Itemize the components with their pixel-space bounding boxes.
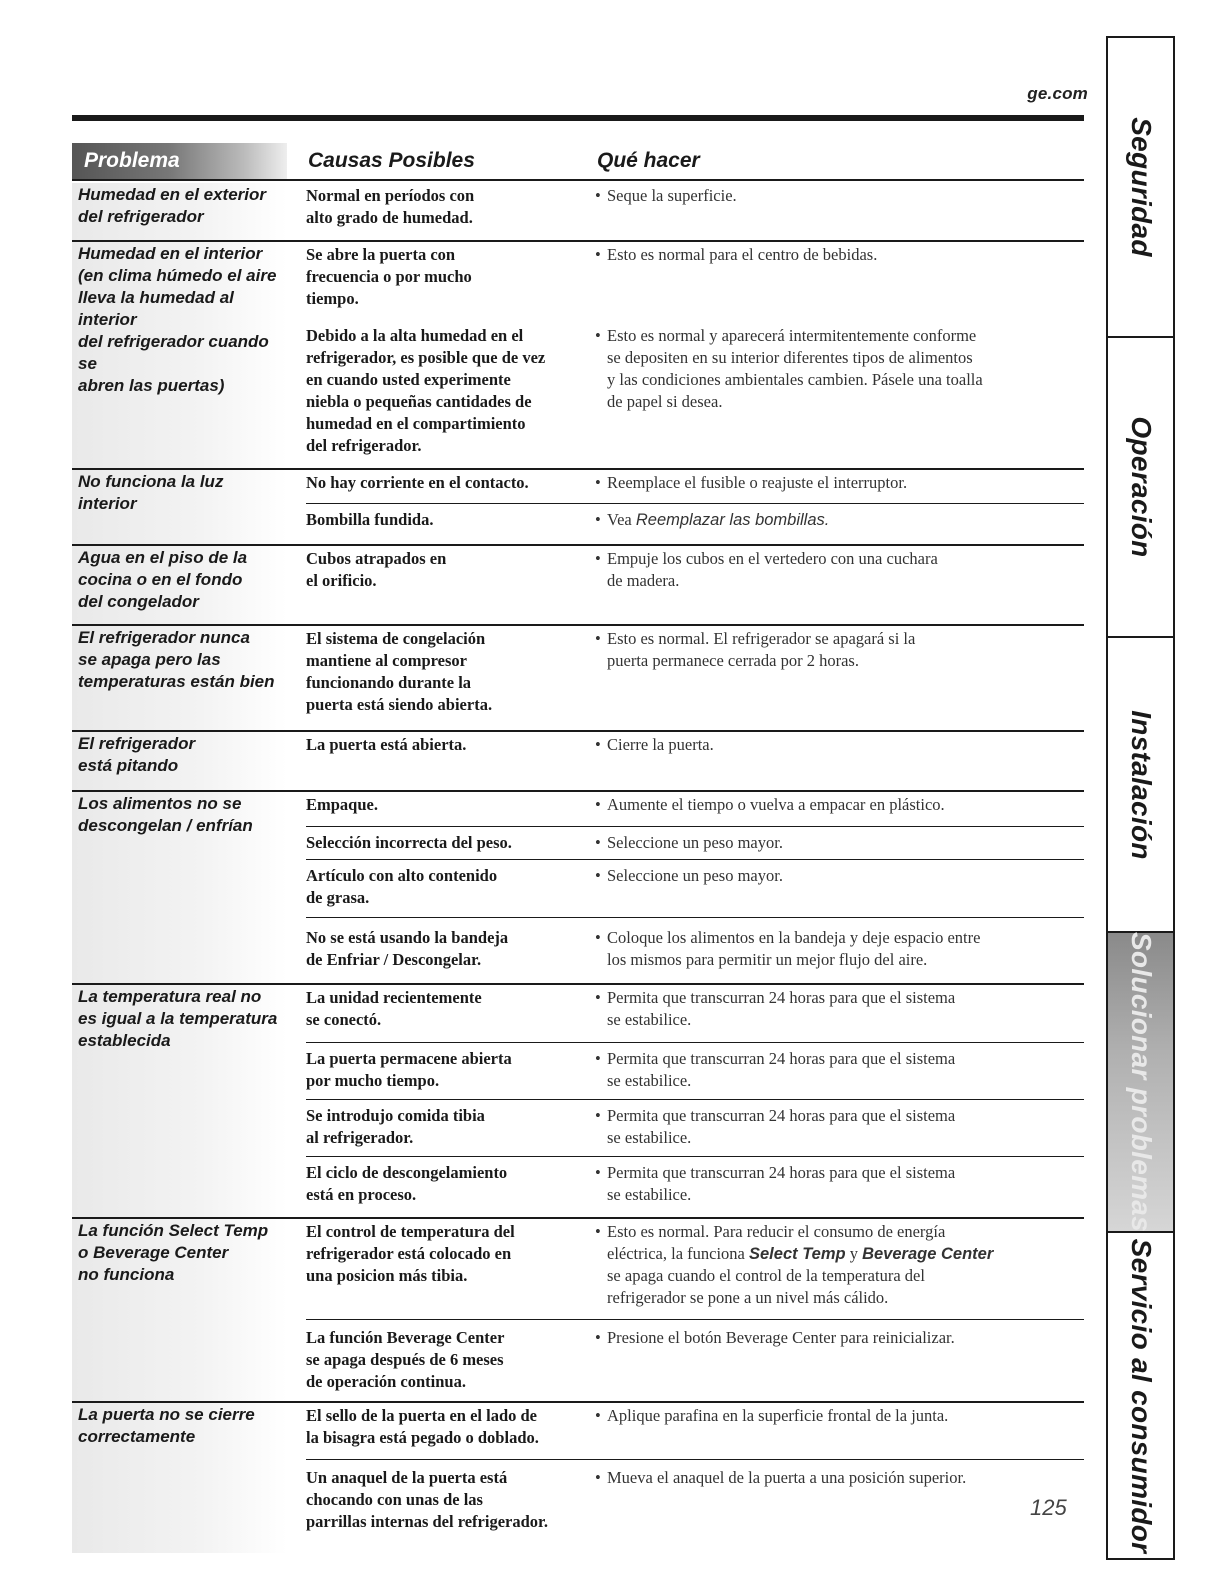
problem-cell — [72, 1403, 287, 1553]
tab-operacion[interactable] — [1108, 338, 1173, 638]
problem-cell — [72, 546, 287, 624]
tab-seguridad[interactable] — [1108, 38, 1173, 338]
bulb-replacement-reference: Reemplazar las bombillas. — [635, 511, 830, 529]
cause-row — [306, 1042, 1084, 1100]
cause-text: Artículo con alto contenido de grasa. — [306, 866, 498, 907]
fix-text: • Esto es normal y aparecerá intermitentemente conforme se depositen en su interior diferentes tipos de alimentos y las condiciones ambientales cambien. Pásele una toalla de papel si desea. — [595, 326, 983, 411]
problem-cell — [72, 626, 287, 730]
cause-row — [306, 1403, 1084, 1458]
fix-text: • Permita que transcurran 24 horas para que el sistema se estabilice. — [595, 1049, 956, 1090]
fix-body: Aplique parafina en la superficie frontal de la junta. — [607, 1406, 949, 1425]
cause-row — [306, 626, 1084, 730]
problem-text: Humedad en el exterior del refrigerador — [78, 185, 267, 226]
table-row — [72, 546, 1084, 626]
cause-text: Normal en períodos con alto grado de humedad. — [306, 186, 475, 227]
fix-text: • Reemplace el fusible o reajuste el interruptor. — [595, 473, 908, 492]
fix-text: • Cierre la puerta. — [595, 735, 714, 754]
fix-text: • Permita que transcurran 24 horas para que el sistema se estabilice. — [595, 1163, 956, 1204]
tab-label: Instalación — [1125, 709, 1157, 860]
problem-text: Los alimentos no se descongelan / enfrían — [78, 794, 253, 835]
problem-header-cell — [72, 143, 287, 179]
cause-text: El ciclo de descongelamiento está en proceso. — [306, 1163, 508, 1204]
fix-part: y — [845, 1244, 863, 1263]
problem-header: Problema — [84, 149, 180, 172]
problem-cell — [72, 470, 287, 544]
cause-row — [306, 546, 1084, 624]
fix-text: • Seleccione un peso mayor. — [595, 833, 783, 852]
cause-row — [306, 859, 1084, 918]
cause-text: Se abre la puerta con frecuencia o por mucho tiempo. — [306, 245, 472, 308]
cause-text: La unidad recientemente se conectó. — [306, 988, 482, 1029]
table-row — [72, 732, 1084, 792]
problem-text: Humedad en el interior (en clima húmedo el aire lleva la humedad al interior del refrigerador cuando se abren las puertas) — [78, 244, 277, 395]
cause-text: El sello de la puerta en el lado de la bisagra está pegado o doblado. — [306, 1406, 539, 1447]
table-row — [72, 792, 1084, 985]
cause-text: Un anaquel de la puerta está chocando con unas de las parrillas internas del refrigerador. — [306, 1468, 548, 1531]
tab-solucionar-problemas[interactable] — [1108, 933, 1173, 1233]
fix-body: Coloque los alimentos en la bandeja y deje espacio entre los mismos para permitir un mejor flujo del aire. — [607, 928, 981, 969]
fix-body: Permita que transcurran 24 horas para que el sistema se estabilice. — [607, 1049, 956, 1090]
fix-body: Seque la superficie. — [607, 186, 737, 205]
problem-text: El refrigerador está pitando — [78, 734, 196, 775]
section-tabs — [1106, 36, 1175, 1560]
problem-text: La función Select Temp o Beverage Center no funciona — [78, 1221, 269, 1284]
fix-body: Esto es normal. El refrigerador se apagará si la puerta permanece cerrada por 2 horas. — [607, 629, 916, 670]
cause-text: Empaque. — [306, 795, 378, 814]
fix-text: • Aplique parafina en la superficie frontal de la junta. — [595, 1406, 949, 1425]
top-rule — [72, 115, 1084, 121]
fix-text: • Esto es normal para el centro de bebidas. — [595, 245, 878, 264]
fix-text: • Permita que transcurran 24 horas para que el sistema se estabilice. — [595, 988, 956, 1029]
beverage-center-label: Beverage Center — [862, 1245, 994, 1263]
cause-row — [306, 732, 1084, 790]
cause-row — [306, 242, 1084, 321]
fix-text: • Empuje los cubos en el vertedero con una cuchara de madera. — [595, 549, 938, 590]
tab-label: Operación — [1125, 416, 1157, 558]
fix-text: • Permita que transcurran 24 horas para que el sistema se estabilice. — [595, 1106, 956, 1147]
tab-label: Solucionar problemas — [1125, 931, 1157, 1233]
table-row — [72, 626, 1084, 732]
select-temp-label: Select Temp — [749, 1245, 846, 1263]
cause-text: La puerta está abierta. — [306, 735, 467, 754]
problem-cell — [72, 1219, 287, 1401]
fix-text: • Esto es normal. Para reducir el consumo de energía eléctrica, la funciona Select Temp y Beverage Center se apaga cuando el control de la temperatura del refrigerador se pone a un nivel más cálido. — [595, 1222, 994, 1307]
cause-row — [306, 183, 1084, 240]
problem-text: La temperatura real no es igual a la temperatura establecida — [78, 987, 278, 1050]
table-row — [72, 183, 1084, 242]
problem-text: La puerta no se cierre correctamente — [78, 1405, 255, 1446]
cause-row — [306, 1099, 1084, 1157]
cause-row — [306, 503, 1084, 545]
cause-text: La función Beverage Center se apaga después de 6 meses de operación continua. — [306, 1328, 505, 1391]
tab-servicio-al-consumidor[interactable] — [1108, 1233, 1173, 1558]
problem-cell — [72, 985, 287, 1217]
fix-text: • Presione el botón Beverage Center para reinicializar. — [595, 1328, 955, 1347]
fix-body: Mueva el anaquel de la puerta a una posición superior. — [607, 1468, 967, 1487]
fix-text: • Seque la superficie. — [595, 186, 737, 205]
table-row — [72, 1403, 1084, 1553]
fix-part: Esto es normal. Para reducir el consumo de energía eléctrica, la funciona — [607, 1222, 946, 1263]
site-url: ge.com — [1027, 84, 1088, 103]
what-to-do-header: Qué hacer — [597, 149, 700, 172]
cause-row — [306, 323, 1084, 468]
problem-cell — [72, 792, 287, 983]
fix-body: Empuje los cubos en el vertedero con una cuchara de madera. — [607, 549, 938, 590]
tab-instalacion[interactable] — [1108, 638, 1173, 933]
problem-text: No funciona la luz interior — [78, 472, 224, 513]
fix-prefix: Vea — [607, 510, 636, 529]
cause-text: Se introdujo comida tibia al refrigerador. — [306, 1106, 485, 1147]
fix-text: • Esto es normal. El refrigerador se apagará si la puerta permanece cerrada por 2 horas. — [595, 629, 916, 670]
fix-body: Permita que transcurran 24 horas para que el sistema se estabilice. — [607, 1163, 956, 1204]
tab-label: Seguridad — [1125, 117, 1157, 257]
fix-body: Seleccione un peso mayor. — [607, 866, 783, 885]
cause-text: El control de temperatura del refrigerador está colocado en una posicion más tibia. — [306, 1222, 515, 1285]
page-number: 125 — [1030, 1495, 1067, 1520]
fix-text: • Mueva el anaquel de la puerta a una posición superior. — [595, 1468, 967, 1487]
cause-text: El sistema de congelación mantiene al compresor funcionando durante la puerta está siendo abierta. — [306, 629, 493, 714]
causes-header: Causas Posibles — [308, 149, 475, 172]
cause-row — [306, 826, 1084, 860]
cause-row — [306, 917, 1084, 984]
cause-text: La puerta permacene abierta por mucho tiempo. — [306, 1049, 512, 1090]
table-row — [72, 1219, 1084, 1403]
fix-body: Presione el botón Beverage Center para reinicializar. — [607, 1328, 955, 1347]
table-header — [72, 143, 1084, 181]
cause-text: Debido a la alta humedad en el refrigerador, es posible que de vez en cuando usted experimente niebla o pequeñas cantidades de humedad en el compartimiento del refrigerador. — [306, 326, 546, 455]
problem-text: Agua en el piso de la cocina o en el fondo del congelador — [78, 548, 248, 611]
table-row — [72, 985, 1084, 1219]
fix-body: Reemplace el fusible o reajuste el interruptor. — [607, 473, 908, 492]
cause-row — [306, 792, 1084, 825]
fix-body: Permita que transcurran 24 horas para que el sistema se estabilice. — [607, 988, 956, 1029]
fix-text: • Coloque los alimentos en la bandeja y deje espacio entre los mismos para permitir un mejor flujo del aire. — [595, 928, 981, 969]
cause-row — [306, 470, 1084, 502]
fix-body: Seleccione un peso mayor. — [607, 833, 783, 852]
fix-body: Permita que transcurran 24 horas para que el sistema se estabilice. — [607, 1106, 956, 1147]
cause-row — [306, 1219, 1084, 1318]
problem-cell — [72, 183, 287, 240]
fix-text: • Seleccione un peso mayor. — [595, 866, 783, 885]
problem-text: El refrigerador nunca se apaga pero las temperaturas están bien — [78, 628, 275, 691]
table-row — [72, 242, 1084, 470]
fix-body: Cierre la puerta. — [607, 735, 714, 754]
cause-row — [306, 985, 1084, 1041]
cause-row — [306, 1459, 1084, 1554]
cause-row — [306, 1156, 1084, 1218]
tab-label: Servicio al consumidor — [1125, 1238, 1157, 1553]
cause-text: Cubos atrapados en el orificio. — [306, 549, 447, 590]
cause-text: No se está usando la bandeja de Enfriar / Descongelar. — [306, 928, 509, 969]
table-row — [72, 470, 1084, 546]
fix-text: • Vea Reemplazar las bombillas. — [595, 510, 830, 529]
problem-cell — [72, 732, 287, 790]
cause-row — [306, 1319, 1084, 1402]
fix-body: Esto es normal y aparecerá intermitentemente conforme se depositen en su interior diferentes tipos de alimentos y las condiciones ambientales cambien. Pásele una toalla de papel si desea. — [607, 326, 983, 411]
cause-text: Selección incorrecta del peso. — [306, 833, 512, 852]
cause-text: Bombilla fundida. — [306, 510, 434, 529]
cause-text: No hay corriente en el contacto. — [306, 473, 529, 492]
fix-part: se apaga cuando el control de la temperatura del refrigerador se pone a un nivel más cálido. — [607, 1266, 925, 1307]
fix-body: Esto es normal para el centro de bebidas. — [607, 245, 878, 264]
fix-text: • Aumente el tiempo o vuelva a empacar en plástico. — [595, 795, 945, 814]
fix-body: Aumente el tiempo o vuelva a empacar en plástico. — [607, 795, 945, 814]
problem-cell — [72, 242, 287, 468]
